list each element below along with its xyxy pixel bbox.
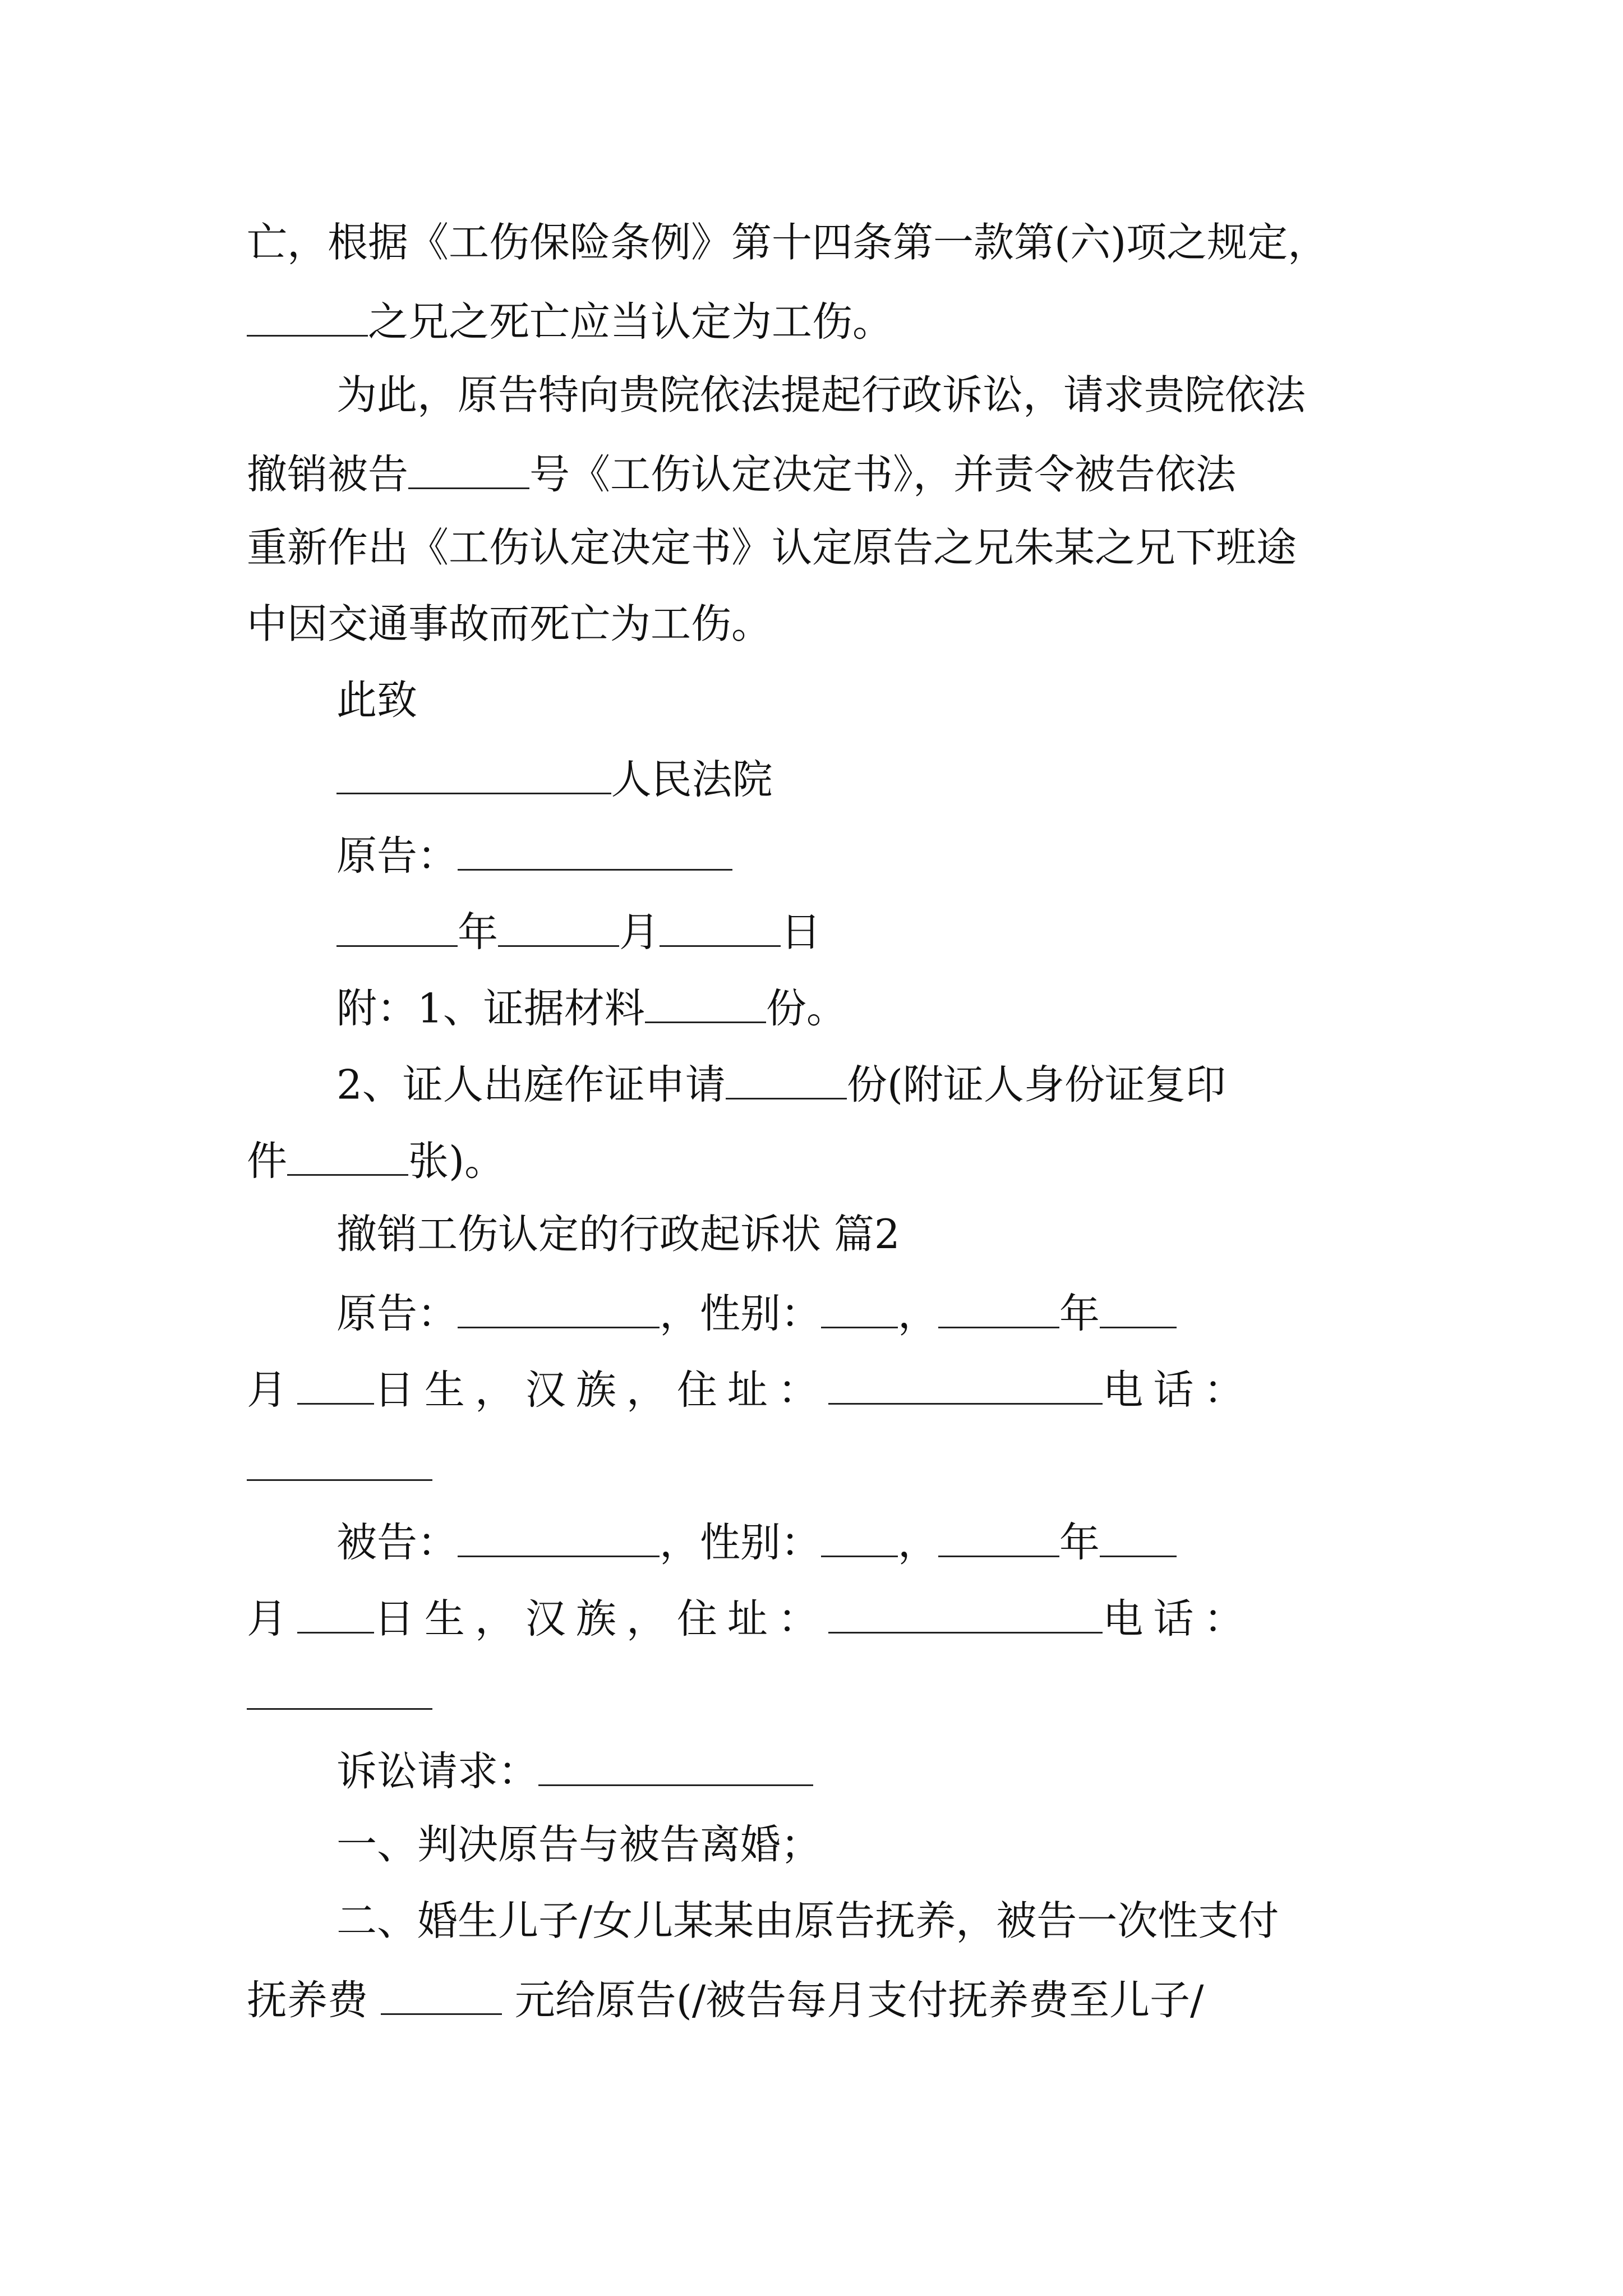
- text: ，性别：: [660, 1290, 822, 1337]
- text: 电话：: [1103, 1595, 1255, 1642]
- text-line: [336, 756, 1475, 803]
- fill-in-blank: [297, 1595, 374, 1634]
- text-line: [336, 1290, 1475, 1337]
- text-line: [247, 450, 1385, 498]
- fill-in-blank: [726, 1061, 847, 1099]
- fill-in-blank: [247, 1443, 432, 1481]
- text-line: [247, 600, 1385, 647]
- text-line: [247, 1976, 1385, 2024]
- fill-in-blank: [381, 1977, 502, 2015]
- fill-in-blank: [645, 985, 766, 1023]
- text: 日: [781, 908, 822, 956]
- fill-in-blank: [336, 909, 458, 947]
- text: 为此，原告特向贵院依法提起行政诉讼，请求贵院依法: [336, 371, 1306, 418]
- text: 电话：: [1103, 1366, 1255, 1414]
- fill-in-blank: [247, 1672, 432, 1710]
- text: 月: [247, 1595, 298, 1642]
- text: 件: [247, 1137, 288, 1185]
- fill-in-blank: [287, 1138, 408, 1176]
- text-line: [336, 1519, 1475, 1566]
- fill-in-blank: [660, 909, 781, 947]
- text-line: [336, 1821, 1475, 1868]
- text-line: [336, 832, 1475, 880]
- text: 号《工伤认定决定书》，并责令被告依法: [529, 450, 1237, 498]
- text: 附：1、证据材料: [336, 984, 645, 1032]
- text: 年: [1059, 1290, 1100, 1337]
- text: 原告：: [336, 1290, 458, 1337]
- text: 日生，汉族，住址：: [374, 1595, 828, 1642]
- text: 之兄之死亡应当认定为工伤。: [368, 298, 893, 346]
- fill-in-blank: [538, 1748, 813, 1786]
- text-line: [247, 1443, 1385, 1486]
- text: 一、判决原告与被告离婚；: [336, 1821, 822, 1868]
- text-line: [247, 1366, 1385, 1414]
- text-line: [336, 371, 1475, 418]
- text: 日生，汉族，住址：: [374, 1366, 828, 1414]
- text: 诉讼请求：: [336, 1747, 539, 1795]
- text: 二、婚生儿子/女儿某某由原告抚养，被告一次性支付: [336, 1897, 1279, 1944]
- text: 人民法院: [611, 756, 773, 803]
- text: 张)。: [408, 1137, 505, 1185]
- text-line: [247, 1672, 1385, 1715]
- fill-in-blank: [1100, 1519, 1177, 1557]
- fill-in-blank: [828, 1595, 1103, 1634]
- fill-in-blank: [828, 1366, 1103, 1405]
- text: 月: [247, 1366, 298, 1414]
- text: ，: [897, 1519, 938, 1566]
- fill-in-blank: [458, 1290, 660, 1328]
- text-line: [247, 1137, 1385, 1185]
- text-line: [336, 1897, 1475, 1944]
- text: 年: [458, 908, 499, 956]
- text: 撤销被告: [247, 450, 409, 498]
- text: 月: [619, 908, 660, 956]
- text: 亡，根据《工伤保险条例》第十四条第一款第(六)项之规定，: [247, 219, 1329, 266]
- text: 抚养费: [247, 1976, 368, 2024]
- text: 份(附证人身份证复印: [846, 1061, 1226, 1108]
- text: 撤销工伤认定的行政起诉状 篇2: [336, 1211, 900, 1258]
- text: ，性别：: [660, 1519, 822, 1566]
- text-line: [336, 1061, 1475, 1108]
- text-line: [247, 298, 1385, 346]
- fill-in-blank: [297, 1366, 374, 1405]
- text: 被告：: [336, 1519, 458, 1566]
- section-heading: [336, 1211, 1475, 1258]
- text: 中因交通事故而死亡为工伤。: [247, 600, 772, 647]
- fill-in-blank: [1100, 1290, 1177, 1328]
- text-line: [336, 908, 1475, 956]
- text: 2、证人出庭作证申请: [336, 1061, 726, 1108]
- fill-in-blank: [821, 1519, 898, 1557]
- text: 元给原告(/被告每月支付抚养费至儿子/: [514, 1976, 1204, 2024]
- text: 原告：: [336, 832, 458, 880]
- fill-in-blank: [336, 756, 611, 794]
- text-line: [336, 984, 1475, 1032]
- text: 份。: [766, 984, 847, 1032]
- fill-in-blank: [938, 1519, 1059, 1557]
- fill-in-blank: [821, 1290, 898, 1328]
- fill-in-blank: [498, 909, 619, 947]
- text: 此致: [336, 677, 418, 724]
- text: 年: [1059, 1519, 1100, 1566]
- text-line: [247, 219, 1385, 266]
- text-line: [336, 677, 1475, 724]
- text-line: [336, 1747, 1475, 1795]
- fill-in-blank: [408, 451, 529, 489]
- fill-in-blank: [247, 298, 368, 337]
- fill-in-blank: [458, 832, 732, 871]
- text-line: [247, 1595, 1385, 1642]
- text-line: [247, 524, 1385, 571]
- fill-in-blank: [938, 1290, 1059, 1328]
- text: 重新作出《工伤认定决定书》认定原告之兄朱某之兄下班途: [247, 524, 1297, 571]
- text: ，: [897, 1290, 938, 1337]
- fill-in-blank: [458, 1519, 660, 1557]
